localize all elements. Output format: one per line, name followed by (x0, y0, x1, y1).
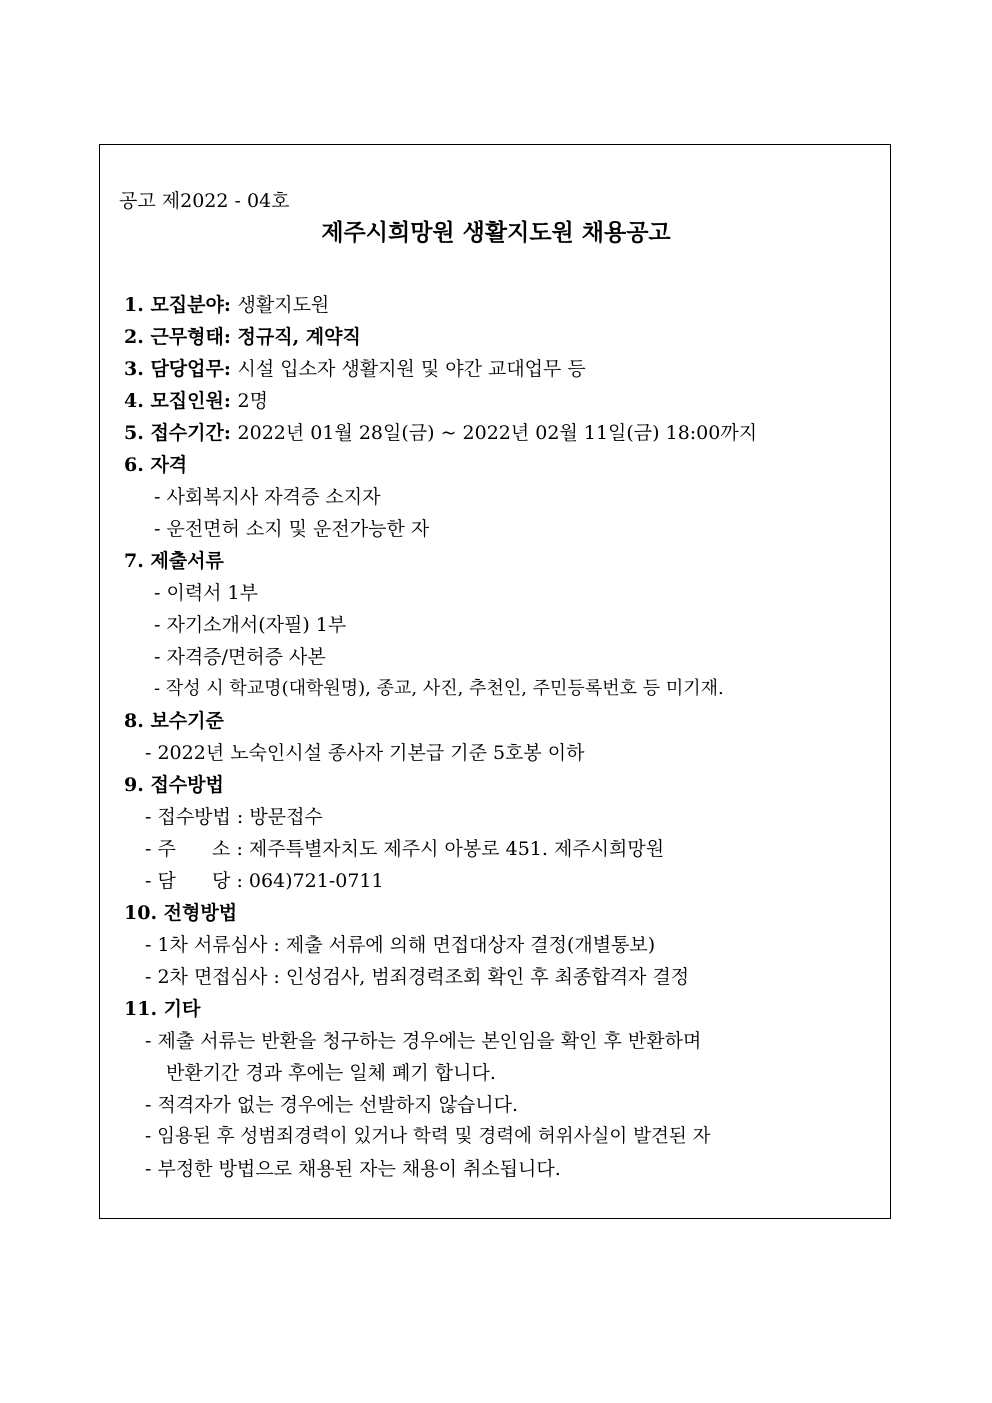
section-9-item: - 담 당 : 064)721-0711 (145, 870, 384, 892)
section-2 (124, 325, 361, 349)
section-7-item: - 작성 시 학교명(대학원명), 종교, 사진, 추천인, 주민등록번호 등 미기재. (154, 678, 724, 699)
section-11-item: - 임용된 후 성범죄경력이 있거나 학력 및 경력에 허위사실이 발견된 자 (145, 1126, 711, 1147)
section-5-label: 5. 접수기간: (124, 422, 231, 444)
section-4-label: 4. 모집인원: (124, 390, 231, 412)
section-3-value: 시설 입소자 생활지원 및 야간 교대업무 등 (237, 358, 586, 380)
section-7-item: - 자기소개서(자필) 1부 (154, 614, 347, 636)
section-6-item: - 운전면허 소지 및 운전가능한 자 (154, 518, 430, 540)
page-title: 제주시희망원 생활지도원 채용공고 (321, 219, 671, 246)
notice-frame (99, 144, 891, 1219)
section-7-item: - 이력서 1부 (154, 582, 259, 604)
section-3 (124, 357, 586, 381)
section-10-item: - 1차 서류심사 : 제출 서류에 의해 면접대상자 결정(개별통보) (145, 934, 656, 956)
section-5 (124, 421, 757, 445)
section-8-heading: 8. 보수기준 (124, 710, 224, 732)
section-7-heading: 7. 제출서류 (124, 550, 224, 572)
notice-number: 공고 제2022 - 04호 (119, 190, 290, 212)
section-4 (124, 389, 268, 413)
section-5-value: 2022년 01월 28일(금) ~ 2022년 02월 11일(금) 18:00까지 (237, 422, 758, 444)
section-6-item: - 사회복지사 자격증 소지자 (154, 486, 381, 508)
section-7-item: - 자격증/면허증 사본 (154, 646, 326, 668)
section-9-item: - 접수방법 : 방문접수 (145, 806, 323, 828)
section-10-heading: 10. 전형방법 (124, 902, 238, 924)
section-2-label: 2. 근무형태: (124, 326, 231, 348)
section-6-heading: 6. 자격 (124, 454, 188, 476)
section-1-label: 1. 모집분야: (124, 294, 231, 316)
section-3-label: 3. 담당업무: (124, 358, 231, 380)
section-9-heading: 9. 접수방법 (124, 774, 224, 796)
section-2-value: 정규직, 계약직 (237, 326, 361, 348)
section-11-item-continued: 반환기간 경과 후에는 일체 폐기 합니다. (166, 1062, 496, 1084)
section-9-item: - 주 소 : 제주특별자치도 제주시 아봉로 451. 제주시희망원 (145, 838, 665, 860)
section-11-heading: 11. 기타 (124, 998, 201, 1020)
section-8-item: - 2022년 노숙인시설 종사자 기본급 기준 5호봉 이하 (145, 742, 585, 764)
section-1-value: 생활지도원 (237, 294, 330, 316)
section-4-value: 2명 (237, 390, 268, 412)
section-11-item: - 부정한 방법으로 채용된 자는 채용이 취소됩니다. (145, 1158, 561, 1180)
section-10-item: - 2차 면접심사 : 인성검사, 범죄경력조회 확인 후 최종합격자 결정 (145, 966, 690, 988)
section-1 (124, 293, 329, 317)
section-11-item: - 제출 서류는 반환을 청구하는 경우에는 본인임을 확인 후 반환하며 (145, 1030, 702, 1052)
section-11-item: - 적격자가 없는 경우에는 선발하지 않습니다. (145, 1094, 519, 1116)
